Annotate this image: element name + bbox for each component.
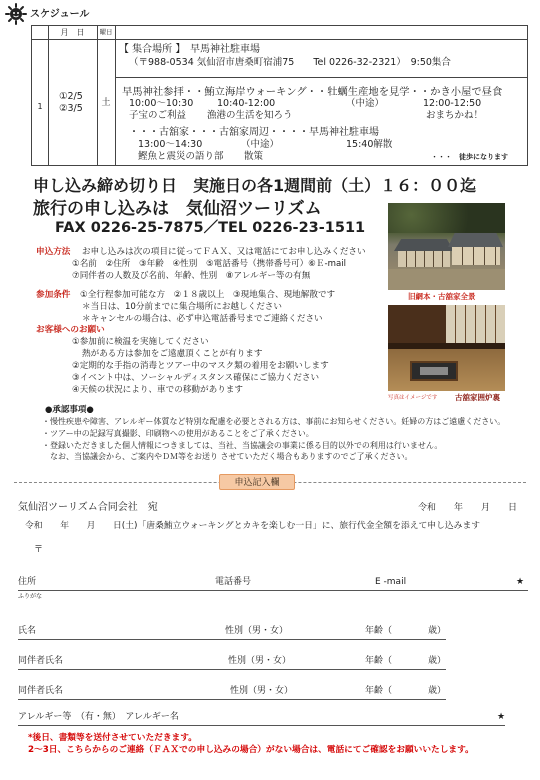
photo-hearth-interior — [388, 305, 505, 391]
form-statement: 令和 年 月 日(土)「唐桑鮪立ウォーキングとカキを楽しむ一日」に、旅行代金全額を添えて申し込みます — [25, 521, 481, 531]
allergy-line — [18, 725, 505, 726]
meeting-place: 早馬神社駐車場 — [190, 44, 260, 55]
morning-time-4: 12:00-12:50 — [423, 98, 482, 109]
morning-time-1: 10:00～10:30 — [129, 98, 194, 109]
page-title: スケジュール — [30, 9, 90, 20]
afternoon-time-1: 13:00～14:30 — [138, 139, 203, 150]
age-label: 年齢（ 歳） — [365, 686, 447, 696]
required-mark: ★ — [516, 577, 525, 587]
age-label: 年齢（ 歳） — [365, 626, 447, 636]
consent-item: なお、当協議会から、ご案内やＤＭ等をお送り させていただく場合もありますのでご了承ください。 — [42, 452, 413, 461]
email-label: E -mail — [375, 577, 407, 587]
request-item: ①参加前に検温を実施してください — [72, 337, 209, 347]
tree-canopy — [388, 203, 505, 233]
footer-note: 2～3日、こちらからのご連絡（ＦＡＸでの申し込みの場合）がない場合は、電話にてご確認をお願いいたします。 — [28, 745, 474, 755]
gender-label: 性別（男・女） — [230, 686, 294, 696]
column-divider — [115, 26, 116, 165]
date-1: ①2/5 — [59, 91, 83, 102]
request-item: ③イベント中は、ソーシャルディスタンス確保にご協力ください — [72, 373, 320, 383]
morning-note-1: 子宝のご利益 — [129, 110, 187, 121]
apply-heading: 旅行の申し込みは 気仙沼ツーリズム — [33, 199, 322, 219]
addressee: 気仙沼ツーリズム合同会社 宛 — [18, 502, 158, 513]
date-2: ②3/5 — [59, 103, 83, 114]
furigana-label: ふりがな — [18, 593, 43, 600]
companion-label: 同伴者氏名 — [18, 656, 64, 666]
weekday-cell: 土 — [101, 98, 111, 108]
required-mark: ★ — [497, 712, 506, 722]
afternoon-route: ・・・古舘家・・・古舘家周辺・・・・早馬神社駐車場 — [129, 127, 379, 138]
request-item: 熱がある方は参加をご遠慮頂くことが有ります — [82, 349, 263, 359]
conditions-label: 参加条件 — [36, 290, 71, 300]
photo-house-exterior — [388, 203, 505, 290]
photo-caption-exterior: 旧網本・古舘家全景 — [408, 292, 476, 301]
walk-note: ・・・ 徒歩になります — [431, 153, 508, 161]
morning-time-3: （中途） — [346, 98, 385, 109]
companion-line — [18, 699, 446, 700]
afternoon-note-2: 散策 — [244, 151, 264, 162]
howto-text: お申し込みは次の項目に従ってＦＡＸ、又は電話にてお申し込みください — [82, 247, 366, 257]
requests-label: お客様へのお願い — [36, 325, 105, 335]
conditions-note: ＊当日は、10分前までに集合場所にお越しください — [82, 302, 282, 312]
ground — [388, 269, 505, 290]
postal-mark: 〒 — [34, 545, 44, 555]
mascot-icon — [5, 3, 27, 25]
conditions-text: ①全行程参加可能な方 ②１８歳以上 ③現地集合、現地解散です — [80, 290, 336, 300]
schedule-table — [31, 25, 528, 166]
gender-label: 性別（男・女） — [228, 656, 292, 666]
photo-caption-hearth: 古舘家囲炉裏 — [455, 393, 500, 402]
request-item: ④天候の状況により、車での移動があります — [72, 385, 243, 395]
section-divider — [115, 77, 527, 78]
consent-item: ・登録いただきました個人情報につきましては、当社、当協議会の事業に係る目的以外での利用は行いません。 — [42, 441, 443, 450]
name-line — [18, 639, 446, 640]
house-wall — [452, 247, 500, 265]
companion-label: 同伴者氏名 — [18, 686, 64, 696]
consent-item: ・ツアー中の記録写真撮影、印刷物への使用があることをご了承ください。 — [42, 429, 314, 438]
contact-numbers: FAX 0226-25-7875／TEL 0226-23-1511 — [55, 220, 366, 236]
gender-label: 性別（男・女） — [225, 626, 289, 636]
phone-label: 電話番号 — [215, 577, 252, 587]
companion-line — [18, 669, 446, 670]
afternoon-time-2: （中途） — [241, 139, 280, 150]
morning-note-2: 漁港の生活を知ろう — [207, 110, 293, 121]
age-label: 年齢（ 歳） — [365, 656, 447, 666]
row-number: 1 — [37, 102, 43, 111]
house-roof — [394, 239, 454, 251]
meeting-label: 【 集合場所 】 — [119, 44, 186, 55]
afternoon-time-3: 15:40解散 — [346, 139, 393, 150]
meeting-detail: （〒988-0534 気仙沼市唐桑町宿浦75 Tel 0226-32-2321） 9:50集合 — [129, 57, 451, 68]
howto-item: ⑦同伴者の人数及び名前、年齢、性別 ⑧アレルギー等の有無 — [72, 271, 311, 281]
hearth — [410, 361, 458, 381]
column-divider — [48, 26, 49, 165]
form-badge: 申込記入欄 — [219, 474, 295, 490]
column-divider — [97, 26, 98, 165]
afternoon-note-1: 鰹魚と震災の語り部 — [138, 151, 224, 162]
header-row-divider — [32, 39, 527, 40]
footer-note: *後日、書類等を送付させていただきます。 — [28, 733, 197, 743]
name-label: 氏名 — [18, 626, 37, 636]
house-wall — [398, 251, 450, 267]
deadline-heading: 申し込み締め切り日 実施日の各1週間前（土）１６：００迄 — [33, 176, 477, 195]
shoji-screen — [446, 305, 505, 343]
howto-item: ①名前 ②住所 ③年齢 ④性別 ⑤電話番号（携帯番号可）⑥Ｅ-mail — [72, 259, 346, 269]
photo-note: 写真はイメージです — [388, 395, 438, 401]
header-date: 月 日 — [60, 28, 85, 37]
header-weekday: 曜日 — [99, 28, 113, 36]
consent-item: ・慢性疾患や障害、アレルギー体質など特別な配慮を必要とされる方は、事前にお知らせください。妊婦の方はご遠慮ください。 — [42, 417, 506, 426]
morning-note-3: おまちかね！ — [426, 110, 484, 121]
howto-label: 申込方法 — [36, 247, 71, 257]
morning-time-2: 10:40-12:00 — [217, 98, 276, 109]
address-label: 住所 — [18, 577, 37, 587]
consent-title: ●承認事項● — [45, 405, 94, 415]
request-item: ②定期的な手指の消毒とツアー中のマスク類の着用をお願いします — [72, 361, 329, 371]
house-roof — [448, 233, 503, 247]
address-line — [18, 590, 528, 591]
form-date: 令和 年 月 日 — [418, 503, 518, 513]
hearth-ash — [420, 367, 448, 375]
allergy-label: アレルギー等 （有・無） アレルギー名 — [18, 712, 179, 722]
conditions-note: ＊キャンセルの場合は、必ず申込電話番号までご連絡ください — [82, 314, 323, 324]
morning-route: 早馬神社参拝・・鮪立海岸ウォーキング・・牡蠣生産地を見学・・かき小屋で昼食 — [122, 86, 503, 98]
